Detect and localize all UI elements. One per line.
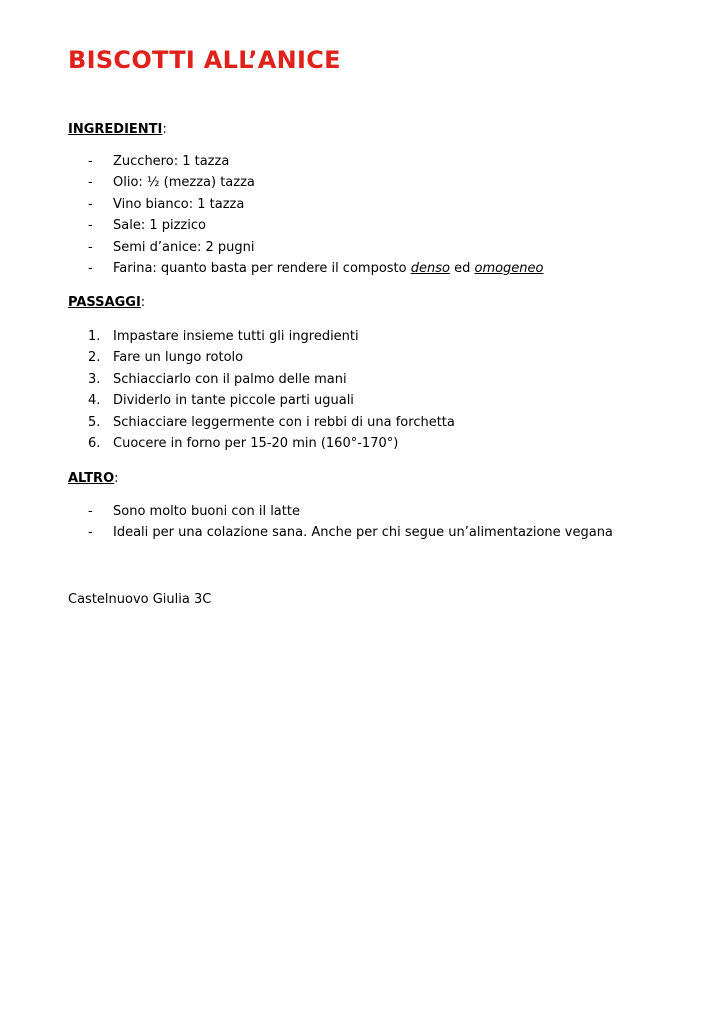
list-item (88, 172, 544, 193)
ingredients-heading-colon: : (162, 122, 167, 137)
ingredient-text-prefix: Farina: quanto basta per rendere il composto (113, 260, 411, 276)
step-text: Fare un lungo rotolo (113, 350, 244, 366)
bullet-marker: - (88, 196, 93, 212)
steps-heading-colon: : (140, 295, 146, 310)
list-item (88, 369, 455, 390)
list-item (88, 347, 455, 368)
steps-heading (68, 295, 145, 310)
list-item (88, 522, 613, 543)
bullet-marker: - (88, 504, 93, 519)
other-heading-label: ALTRO (68, 471, 115, 486)
step-text: Cuocere in forno per 15-20 min (160°-170°) (113, 435, 399, 451)
step-number: 1. (88, 329, 101, 344)
steps-list (88, 326, 455, 454)
ingredient-text: Vino bianco: 1 tazza (113, 196, 245, 212)
list-item (88, 258, 544, 279)
bullet-marker: - (88, 175, 93, 191)
bullet-marker: - (88, 218, 93, 234)
list-item (88, 151, 544, 172)
author-signature: Castelnuovo Giulia 3C (68, 592, 212, 607)
emphasis-omogeneo: omogeneo (474, 260, 544, 276)
ingredients-heading (68, 122, 167, 137)
step-number: 4. (88, 393, 101, 409)
emphasis-denso: denso (410, 260, 450, 276)
step-text: Schiacciare leggermente con i rebbi di una forchetta (113, 414, 455, 430)
list-item (88, 433, 455, 454)
ingredient-text: Zucchero: 1 tazza (113, 154, 230, 169)
step-text: Impastare insieme tutti gli ingredienti (113, 329, 359, 344)
other-text: Sono molto buoni con il latte (113, 504, 300, 519)
ingredients-list (88, 151, 544, 279)
list-item (88, 326, 455, 347)
list-item (88, 501, 613, 522)
bullet-marker: - (88, 260, 93, 276)
bullet-marker: - (88, 525, 93, 541)
list-item (88, 194, 544, 215)
ingredient-text: Sale: 1 pizzico (113, 218, 206, 234)
ingredient-text: Olio: ½ (mezza) tazza (113, 175, 255, 191)
step-number: 2. (88, 350, 101, 366)
step-text: Dividerlo in tante piccole parti uguali (113, 393, 354, 409)
steps-heading-label: PASSAGGI (68, 295, 141, 310)
ingredient-text: Semi d’anice: 2 pugni (113, 239, 255, 255)
other-heading-colon: : (114, 471, 119, 486)
list-item (88, 215, 544, 236)
step-text: Schiacciarlo con il palmo delle mani (113, 371, 347, 387)
step-number: 3. (88, 371, 101, 387)
list-item (88, 390, 455, 411)
ingredient-text-middle: ed (449, 260, 475, 276)
bullet-marker: - (88, 239, 93, 255)
recipe-title: BISCOTTI ALL’ANICE (68, 46, 341, 74)
other-heading (68, 471, 119, 486)
step-number: 5. (88, 414, 101, 430)
ingredients-heading-label: INGREDIENTI (68, 122, 163, 137)
other-list (88, 501, 613, 544)
step-number: 6. (88, 435, 101, 451)
bullet-marker: - (88, 154, 93, 169)
other-text: Ideali per una colazione sana. Anche per chi segue un’alimentazione vegana (113, 525, 613, 541)
list-item (88, 237, 544, 258)
list-item (88, 412, 455, 433)
